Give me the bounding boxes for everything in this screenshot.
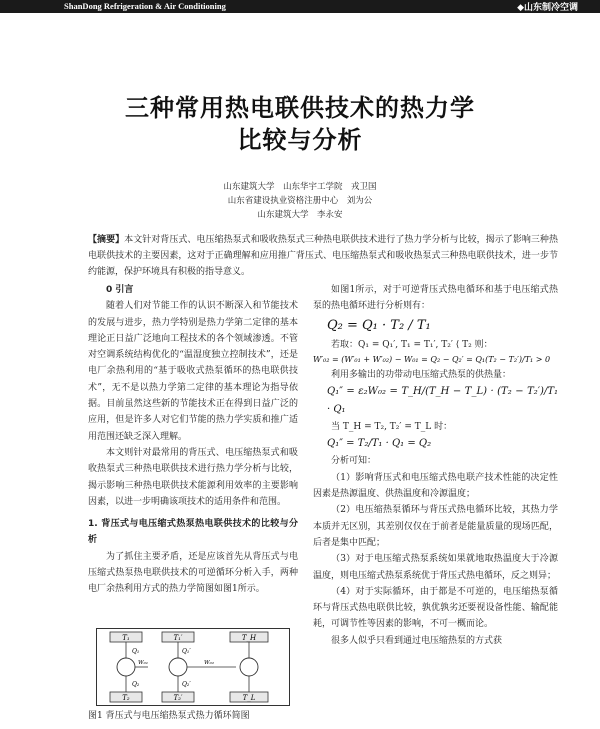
abstract [88,232,558,280]
author-affiliation-2: 山东省建设执业资格注册中心 刘为公 [227,196,373,206]
paragraph-analysis-intro: 如图1所示，对于可逆背压式热电循环和基于电压缩式热泵的热电循环进行分析则有： [313,285,558,312]
abstract-text: 本文针对背压式、电压缩热泵式和吸收热泵式三种热电联供技术进行了热力学分析与比较，揭示了影响三种热电联供技术的主要因素，这对于正确理解和应用推广背压式、电压缩热泵式和吸收热泵式三种热电联供技术，进一步节约能源，保护环境具有积极的指导意义。 [88,235,558,277]
figure-1-caption: 图1 背压式与电压缩热泵式热力循环简图 [88,711,250,721]
paper-title-line-1: 三种常用热电联供技术的热力学 [125,94,475,122]
equation-1: Q₂ = Q₁ · T₂ / T₁ [327,317,431,333]
paragraph-intro-1: 随着人们对节能工作的认识不断深入和节能技术的发展与进步，热力学特别是热力学第二定律的基本理论正日益广泛地向工程技术的各个领域渗透。不管对空调系统结构优化的“温湿度独立控制技术”，还是电厂余热利用的“基于吸收式热泵循环的热电联供技术”，无不是以热力学第二定律的基本理论为指导依据。目前虽然这些新的节能技术正在得到日益广泛的应用，但是许多人对它们节能的热力学实质和推广适用范围还缺乏深入理解。 [88,301,298,442]
paragraph-heat-supply: 利用多输出的功带动电压缩式热泵的供热量： [331,369,512,380]
equation-3: Q₁″ = ε₂W₀₂ = T_H/(T_H − T_L) · (T₂ − T₂′)/T₁ · Q₁ [327,386,558,416]
label-t1: T₁ [122,634,130,642]
engine-a [117,658,135,676]
equation-4: Q₁″ = T₂/T₁ · Q₁ = Q₂ [327,438,432,450]
analysis-point-2: （2）电压缩热泵循环与背压式热电循环比较，其热力学本质并无区别，其差别仅仅在于前者是能量质量的现场匹配，后者是集中匹配； [313,505,558,548]
paragraph-intro-2: 本文则针对最常用的背压式、电压缩热泵式和吸收热泵式三种热电联供技术进行热力学分析与比较，揭示影响三种热电联供技术能源利用效率的主要影响因素，以进一步明确该项技术的适用条件和范围。 [88,447,298,507]
label-th: T_H [241,634,257,642]
heat-pump [240,658,258,676]
author-affiliation-3: 山东建筑大学 李永安 [257,210,343,220]
condition-2: 当 T_H = T₂, T₂′ = T_L 时： [331,422,453,433]
label-tl: T_L [242,694,256,702]
journal-name-cn: ◆山东制冷空调 [517,3,578,13]
label-t1p: T₁′ [173,634,183,642]
label-t2: T₂ [122,694,130,702]
label-q2: Q₂ [132,681,140,688]
paragraph-continued: 很多人似乎只看到通过电压缩热泵的方式获 [331,635,503,646]
section-1-title: 1. 背压式与电压缩式热泵热电联供技术的比较与分析 [88,519,298,546]
analysis-point-3: （3）对于电压缩式热泵系统如果就地取热温度大于冷源温度，则电压缩式热泵系统优于背压式热电循环，反之则异； [313,554,558,581]
section-0-title: 0 引言 [106,285,134,295]
label-q2p: Q₂′ [182,681,191,688]
journal-name-en: ShanDong Refrigeration & Air Conditioning [64,1,226,11]
journal-header-bar [0,0,600,13]
analysis-lead: 分析可知： [331,456,377,467]
analysis-point-4: （4）对于实际循环，由于都是不可逆的，电压缩热泵循环与背压式热电联供比较，孰优孰劣还要视设备性能、输配能耗，可调节性等因素的影响，不可一概而论。 [313,586,558,630]
condition-1: 若取：Q₁ = Q₁′, T₁ = T₁′, T₂′ ⟨ T₂ 则： [331,339,493,350]
label-w01: W₀₁ [138,660,149,666]
label-q1p: Q₁′ [182,648,191,655]
thermo-cycle-diagram [96,628,290,706]
engine-b [169,658,187,676]
paragraph-section-1: 为了抓住主要矛盾，还是应该首先从背压式与电压缩式热泵热电联供技术的可逆循环分析入手，两种电厂余热利用方式的热力学简图如图1所示。 [88,551,298,595]
left-column [88,282,298,598]
abstract-label: 【摘要】 [88,235,125,245]
paper-title-line-2: 比较与分析 [237,126,363,154]
equation-2: W′₀₂ = (W′₀₁ + W′₀₂) − W₀₁ = Q₂ − Q₂′ = Q₁(T₂ − T₂′)/T₁ > 0 [313,354,551,364]
author-affiliation-1: 山东建筑大学 山东华宇工学院 戎卫国 [223,182,377,192]
right-column [313,282,558,649]
analysis-point-1: （1）影响背压式和电压缩式热电联产技术性能的决定性因素是热源温度、供热温度和冷源温度； [313,472,558,500]
label-t2p: T₂′ [173,694,183,702]
label-q1: Q₁ [132,648,140,655]
label-w02: W₀₂ [204,660,215,666]
